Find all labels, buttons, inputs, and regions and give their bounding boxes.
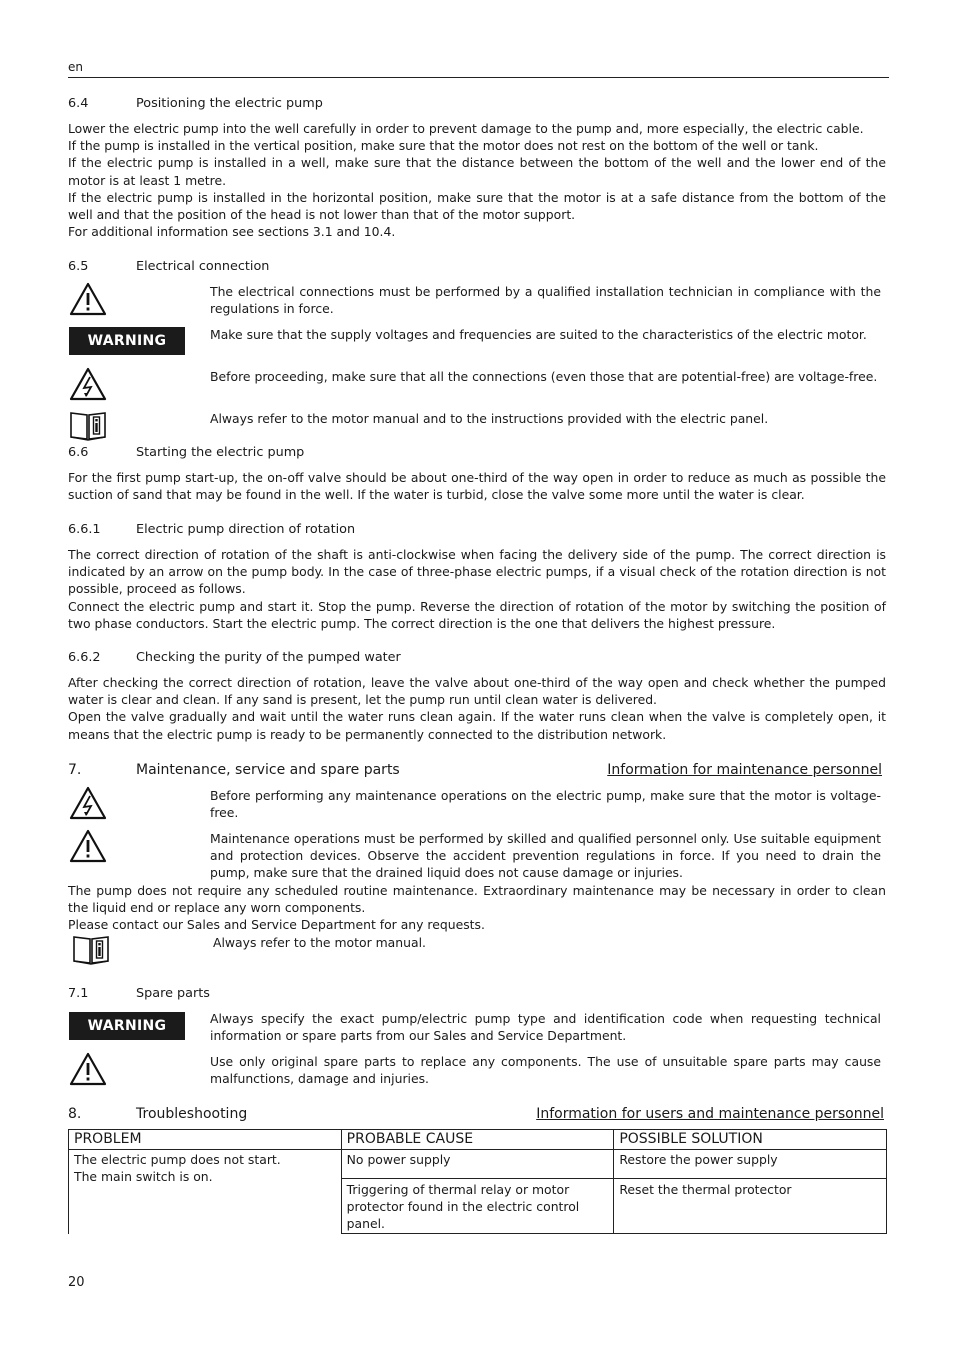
table-header-row xyxy=(69,1130,887,1150)
section-7-heading xyxy=(68,762,400,778)
section-number: 6.4 xyxy=(68,96,89,111)
electric-hazard-icon xyxy=(68,785,108,821)
paragraph: For the first pump start-up, the on-off valve should be about one-third of the way open in order to reduce as much as possible the suction of sand that may be found in the well. If the water is turbid, close the valve some more until the water is clear. xyxy=(68,470,886,503)
section-title: Positioning the electric pump xyxy=(136,96,323,111)
paragraph: If the electric pump is installed in the horizontal position, make sure that the motor is at a safe distance from the bottom of the well and that the position of the head is not lower than that of the motor support. xyxy=(68,189,886,223)
electrical-note-manual: Always refer to the motor manual and to the instructions provided with the electric panel. xyxy=(210,411,769,426)
paragraph: If the electric pump is installed in a well, make sure that the distance between the bottom of the well and the lower end of the motor is at least 1 metre. xyxy=(68,155,886,188)
maintenance-note-manual: Always refer to the motor manual. xyxy=(213,935,426,950)
warning-badge: WARNING xyxy=(69,327,185,355)
warning-triangle-icon xyxy=(68,828,108,864)
column-header: PROBLEM xyxy=(69,1130,342,1150)
cause-cell: No power supply xyxy=(341,1150,614,1179)
solution-cell: Restore the power supply xyxy=(614,1150,887,1179)
section-7-1-heading xyxy=(68,986,210,1001)
manual-book-icon xyxy=(72,933,110,965)
warning-badge: WARNING xyxy=(69,1012,185,1040)
language-code: en xyxy=(68,60,83,74)
section-number: 7. xyxy=(68,762,82,778)
section-number: 6.6.1 xyxy=(68,522,101,537)
table-row xyxy=(69,1150,887,1179)
electrical-note-potential-free: Before proceeding, make sure that all the connections (even those that are potential-free) are voltage-free. xyxy=(210,369,878,384)
spare-parts-note-specify: Always specify the exact pump/electric pump type and identification code when requesting technical information or spare parts from our Sales and Service Department. xyxy=(210,1011,881,1044)
section-6-5-heading xyxy=(68,259,269,274)
section-6-4-body xyxy=(68,120,886,240)
section-title: Electrical connection xyxy=(136,259,270,274)
section-number: 7.1 xyxy=(68,986,89,1001)
paragraph: Connect the electric pump and start it. Stop the pump. Reverse the direction of rotation of the motor by switching the position of two phase conductors. Start the electric pump. The correct direction is the one that delivers the highest pressure. xyxy=(68,598,886,631)
section-title: Electric pump direction of rotation xyxy=(136,522,356,537)
problem-cell xyxy=(69,1150,342,1234)
paragraph: The pump does not require any scheduled routine maintenance. Extraordinary maintenance may be necessary in order to clean the liquid end or replace any worn components. xyxy=(68,883,886,916)
audience-note: Information for maintenance personnel xyxy=(607,762,882,778)
section-6-6-1-heading xyxy=(68,522,355,537)
paragraph: Please contact our Sales and Service Department for any requests. xyxy=(68,917,485,933)
paragraph: The correct direction of rotation of the shaft is anti-clockwise when facing the delivery side of the pump. The correct direction is indicated by an arrow on the pump body. In the case of three-phase electric pumps, if a visual check of the rotation direction is not possible, proceed as follows. xyxy=(68,547,886,597)
electrical-note-qualified: The electrical connections must be performed by a qualified installation technician in compliance with the regulations in force. xyxy=(210,284,881,317)
section-6-6-2-body xyxy=(68,674,886,743)
section-number: 6.5 xyxy=(68,259,89,274)
troubleshooting-table xyxy=(68,1129,887,1234)
section-6-4-heading xyxy=(68,96,323,111)
solution-cell: Reset the thermal protector xyxy=(614,1179,887,1234)
warning-triangle-icon xyxy=(68,281,108,317)
section-number: 6.6 xyxy=(68,445,89,460)
paragraph: For additional information see sections 3.1 and 10.4. xyxy=(68,224,396,240)
paragraph: After checking the correct direction of rotation, leave the valve about one-third of the way open and check whether the pumped water is clear and clean. If any sand is present, let the pump run until clean water is delivered. xyxy=(68,675,886,708)
header-rule xyxy=(68,77,889,78)
paragraph: Open the valve gradually and wait until the water runs clean again. If the water runs clean when the valve is completely open, it means that the electric pump is ready to be permanently connected to the distribution network. xyxy=(68,709,886,742)
section-title: Checking the purity of the pumped water xyxy=(136,650,401,665)
section-6-6-2-heading xyxy=(68,650,401,665)
section-8-heading xyxy=(68,1106,247,1122)
problem-line: The electric pump does not start. xyxy=(74,1152,281,1167)
section-6-6-heading xyxy=(68,445,304,460)
section-number: 8. xyxy=(68,1106,82,1122)
section-number: 6.6.2 xyxy=(68,650,101,665)
section-title: Spare parts xyxy=(136,986,210,1001)
warning-triangle-icon xyxy=(68,1051,108,1087)
section-title: Starting the electric pump xyxy=(136,445,305,460)
column-header: PROBABLE CAUSE xyxy=(341,1130,614,1150)
column-header: POSSIBLE SOLUTION xyxy=(614,1130,887,1150)
manual-book-icon xyxy=(69,409,107,441)
maintenance-note-voltage: Before performing any maintenance operations on the electric pump, make sure that the motor is voltage-free. xyxy=(210,788,881,821)
section-6-6-body xyxy=(68,469,886,503)
electric-hazard-icon xyxy=(68,366,108,402)
page-number: 20 xyxy=(68,1275,85,1290)
section-title: Troubleshooting xyxy=(136,1106,248,1122)
cause-cell: Triggering of thermal relay or motor protector found in the electric control panel. xyxy=(341,1179,614,1234)
problem-line: The main switch is on. xyxy=(74,1169,213,1184)
section-6-6-1-body xyxy=(68,546,886,632)
audience-note: Information for users and maintenance personnel xyxy=(536,1106,884,1122)
section-title: Maintenance, service and spare parts xyxy=(136,762,400,778)
paragraph: If the pump is installed in the vertical position, make sure that the motor does not rest on the bottom of the well or tank. xyxy=(68,138,819,154)
section-7-body xyxy=(68,882,886,934)
paragraph: Lower the electric pump into the well carefully in order to prevent damage to the pump and, more especially, the electric cable. xyxy=(68,121,864,136)
electrical-note-voltage: Make sure that the supply voltages and frequencies are suited to the characteristics of the electric motor. xyxy=(210,327,867,342)
spare-parts-note-original: Use only original spare parts to replace any components. The use of unsuitable spare parts may cause malfunctions, damage and injuries. xyxy=(210,1054,881,1087)
maintenance-note-personnel: Maintenance operations must be performed by skilled and qualified personnel only. Use suitable equipment and protection devices. Observe the accident prevention regulations in force. If you need to drain the pump, make sure that the drained liquid does not cause damage or injuries. xyxy=(210,831,881,881)
